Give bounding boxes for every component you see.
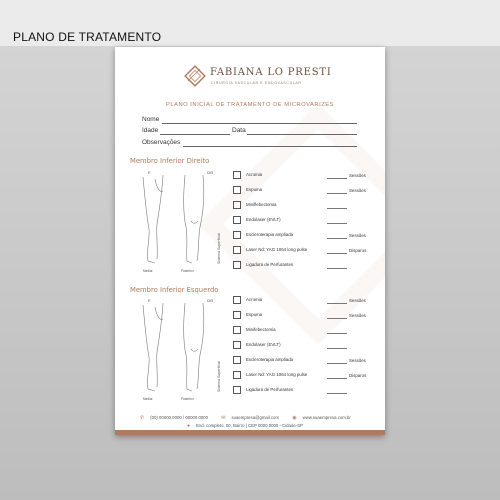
option-checkbox[interactable] <box>233 261 241 269</box>
leg-label-vertical: Sistema Superficial <box>217 361 221 392</box>
option-checkbox[interactable] <box>233 201 241 209</box>
brand-name: FABIANA LO PRESTI <box>210 67 332 78</box>
leg-label-posterior: Posterior <box>181 397 194 401</box>
option-quantity-input[interactable] <box>327 253 347 254</box>
leg-tag-left: E <box>148 299 151 303</box>
option-unit: Disparos <box>349 372 367 378</box>
option-checkbox[interactable] <box>233 311 241 319</box>
footer-email[interactable]: ✉ suaempresa@gmail.com <box>221 415 280 421</box>
field-data-input[interactable] <box>247 134 357 135</box>
option-checkbox[interactable] <box>233 231 241 239</box>
option-unit: Sessões <box>349 357 366 363</box>
option-row <box>233 356 378 368</box>
option-quantity-input[interactable] <box>327 333 347 334</box>
option-quantity-input[interactable] <box>327 178 347 179</box>
option-row <box>233 311 378 323</box>
footer-address: ● End. completo, 00, Bairro | CEP 0000.0000 - Cidade-SP <box>187 423 303 429</box>
email-icon: ✉ <box>221 415 226 421</box>
option-row <box>233 201 378 213</box>
option-row <box>233 246 378 258</box>
option-label: Laser Nd: YAG 1064 long pulse <box>246 247 308 252</box>
form-title: PLANO INICIAL DE TRATAMENTO DE MICROVARIZES <box>166 102 334 108</box>
option-label: Laser Nd: YAG 1064 long pulse <box>246 372 308 377</box>
option-quantity-input[interactable] <box>327 193 347 194</box>
option-label: Escleroterapia ampliada <box>246 357 294 362</box>
option-label: Acromia <box>246 297 263 302</box>
option-checkbox[interactable] <box>233 216 241 224</box>
brand-subtitle: CIRURGIA VASCULAR E ENDOVASCULAR <box>211 81 302 85</box>
option-unit: Sessões <box>349 312 366 318</box>
field-observacoes-label: Observações <box>142 139 181 146</box>
footer-phone: ✆ (00) 00000.0000 / 00000.0000 <box>140 415 209 421</box>
field-nome-input[interactable] <box>162 123 357 124</box>
globe-icon: ◉ <box>292 415 297 421</box>
option-label: Endolaser (EVLT) <box>246 342 281 347</box>
option-quantity-input[interactable] <box>327 378 347 379</box>
option-quantity-input[interactable] <box>327 318 347 319</box>
option-label: Ligadura de Perfurantes <box>246 262 294 267</box>
option-quantity-input[interactable] <box>327 238 347 239</box>
option-label: Endolaser (EVLT) <box>246 217 281 222</box>
option-row <box>233 261 378 273</box>
option-unit: Sessões <box>349 232 366 238</box>
option-row <box>233 186 378 198</box>
option-checkbox[interactable] <box>233 296 241 304</box>
leg-label-medial: Medial <box>143 269 153 273</box>
option-checkbox[interactable] <box>233 356 241 364</box>
field-data-label: Data <box>232 127 246 134</box>
option-checkbox[interactable] <box>233 326 241 334</box>
brand-logo-icon <box>184 65 206 87</box>
option-row <box>233 371 378 383</box>
option-checkbox[interactable] <box>233 386 241 394</box>
option-label: Espuma <box>246 187 263 192</box>
phone-icon: ✆ <box>140 415 145 421</box>
location-icon: ● <box>187 423 191 429</box>
sheet-accent-bar <box>115 430 385 435</box>
form-sheet <box>115 47 385 435</box>
leg-diagram-right <box>133 169 225 274</box>
field-nome-label: Nome <box>142 116 160 123</box>
option-label: Miniflebectomia <box>246 202 277 207</box>
section-title-right-leg: Membro Inferior Direito <box>130 157 210 165</box>
option-checkbox[interactable] <box>233 371 241 379</box>
leg-diagram-left <box>133 297 225 402</box>
option-row <box>233 386 378 398</box>
option-quantity-input[interactable] <box>327 348 347 349</box>
footer-contacts <box>140 415 360 421</box>
option-unit: Sessões <box>349 172 366 178</box>
option-row <box>233 341 378 353</box>
footer-website[interactable]: ◉ www.suaempresa.com.br <box>292 415 351 421</box>
option-row <box>233 171 378 183</box>
option-row <box>233 231 378 243</box>
option-label: Espuma <box>246 312 263 317</box>
option-row <box>233 296 378 308</box>
option-quantity-input[interactable] <box>327 363 347 364</box>
option-unit: Disparos <box>349 247 367 253</box>
leg-label-posterior: Posterior <box>181 269 194 273</box>
option-checkbox[interactable] <box>233 341 241 349</box>
option-quantity-input[interactable] <box>327 208 347 209</box>
field-observacoes-input[interactable] <box>183 146 357 147</box>
leg-label-vertical: Sistema Superficial <box>217 233 221 264</box>
section-title-left-leg: Membro Inferior Esquerdo <box>130 286 219 294</box>
leg-tag-right: DIR <box>207 171 214 175</box>
leg-tag-right: DIR <box>207 299 214 303</box>
option-checkbox[interactable] <box>233 171 241 179</box>
option-unit: Sessões <box>349 187 366 193</box>
option-unit: Sessões <box>349 297 366 303</box>
option-quantity-input[interactable] <box>327 268 347 269</box>
leg-tag-left: E <box>148 171 151 175</box>
option-label: Minifebectomia <box>246 327 276 332</box>
option-label: Escleroterapia ampliada <box>246 232 294 237</box>
frame-title: PLANO DE TRATAMENTO <box>13 30 162 44</box>
option-row <box>233 326 378 338</box>
field-idade-label: Idade <box>142 127 159 134</box>
option-label: Ligadura de Perfurantes <box>246 387 294 392</box>
option-quantity-input[interactable] <box>327 303 347 304</box>
option-label: Acromia <box>246 172 263 177</box>
field-idade-input[interactable] <box>160 134 230 135</box>
leg-label-medial: Medial <box>143 397 153 401</box>
option-checkbox[interactable] <box>233 186 241 194</box>
option-row <box>233 216 378 228</box>
option-quantity-input[interactable] <box>327 223 347 224</box>
option-quantity-input[interactable] <box>327 393 347 394</box>
option-checkbox[interactable] <box>233 246 241 254</box>
